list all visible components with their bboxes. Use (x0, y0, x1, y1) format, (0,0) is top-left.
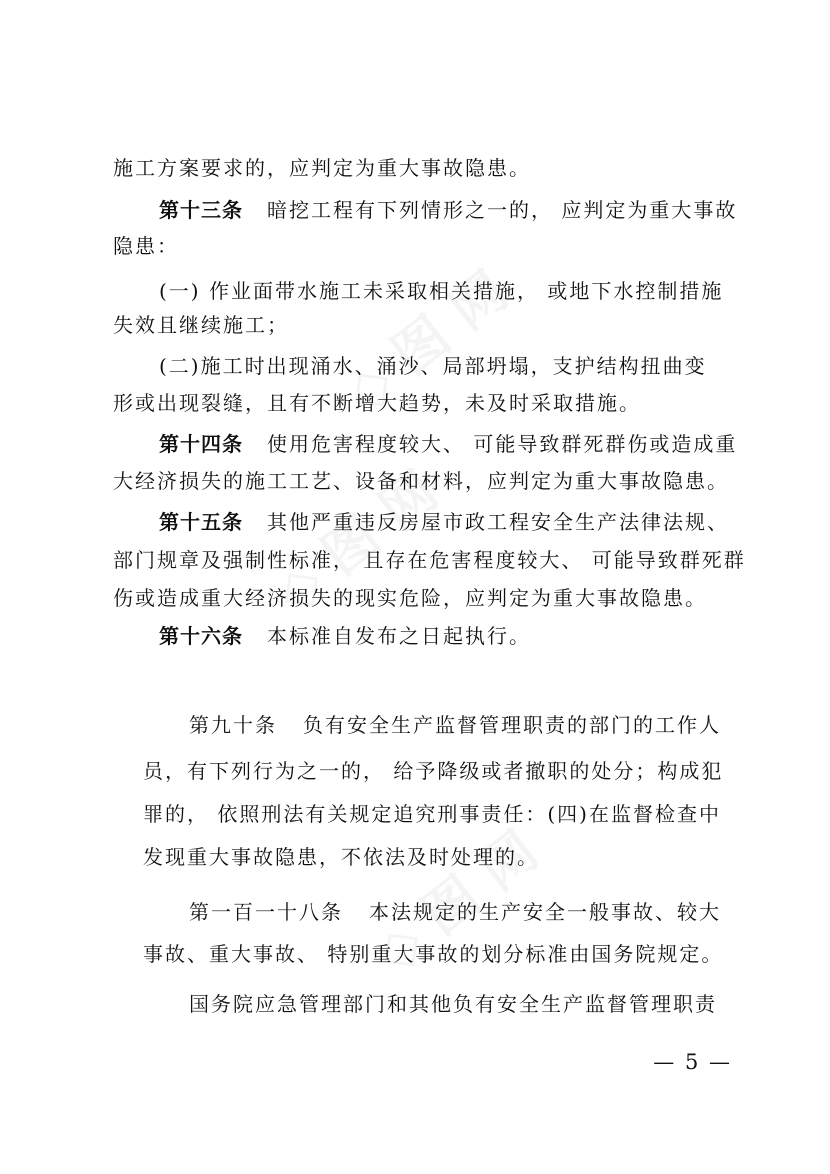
document-text-line: 罪的， 依照刑法有关规定追究刑事责任：(四)在监督检查中 (143, 802, 721, 826)
document-text-line: 伤或造成重大经济损失的现实危险，应判定为重大事故隐患。 (113, 586, 707, 610)
article-text: 其他严重违反房屋市政工程安全生产法律法规、 (267, 510, 729, 534)
article-number: 第十五条 (159, 510, 243, 534)
article-paragraph-start (159, 508, 729, 536)
document-text-line: 大经济损失的施工工艺、设备和材料，应判定为重大事故隐患。 (113, 469, 729, 493)
document-text-line: 发现重大事故隐患，不依法及时处理的。 (143, 845, 539, 869)
article-paragraph-start (159, 430, 737, 458)
article-paragraph-start (159, 196, 737, 224)
document-text-line: 形或出现裂缝，且有不断增大趋势，未及时采取措施。 (113, 391, 641, 415)
article-number: 第十四条 (159, 432, 243, 456)
article-text: 本法规定的生产安全一般事故、较大 (369, 900, 721, 924)
document-text-line: (一) 作业面带水施工未采取相关措施， 或地下水控制措施 (159, 279, 724, 303)
document-text-line: 失效且继续施工； (113, 313, 289, 337)
article-number: 第一百一十八条 (189, 900, 343, 924)
article-text: 使用危害程度较大、 可能导致群死群伤或造成重 (267, 432, 738, 456)
article-paragraph-start (159, 622, 531, 650)
article-text: 本标准自发布之日起执行。 (267, 624, 531, 648)
document-text-line: 员，有下列行为之一的， 给予降级或者撤职的处分；构成犯 (143, 759, 724, 783)
document-text-line: 隐患： (113, 234, 179, 258)
article-text: 暗挖工程有下列情形之一的， 应判定为重大事故 (267, 198, 738, 222)
article-number: 第九十条 (189, 713, 277, 737)
document-text-line: 事故、重大事故、 特别重大事故的划分标准由国务院规定。 (143, 942, 724, 966)
article-text: 负有安全生产监督管理职责的部门的工作人 (303, 713, 721, 737)
article-paragraph-start (189, 711, 721, 739)
document-text-line: 国务院应急管理部门和其他负有安全生产监督管理职责 (189, 992, 717, 1016)
document-text-line: 施工方案要求的，应判定为重大事故隐患。 (113, 156, 531, 180)
document-text-line: 部门规章及强制性标准， 且存在危害程度较大、 可能导致群死群 (113, 548, 746, 572)
page-number: — 5 — (653, 1050, 732, 1074)
article-number: 第十三条 (159, 198, 243, 222)
document-text-line: (二)施工时出现涌水、涌沙、局部坍塌，支护结构扭曲变 (159, 354, 707, 378)
article-number: 第十六条 (159, 624, 243, 648)
article-paragraph-start (189, 898, 721, 926)
